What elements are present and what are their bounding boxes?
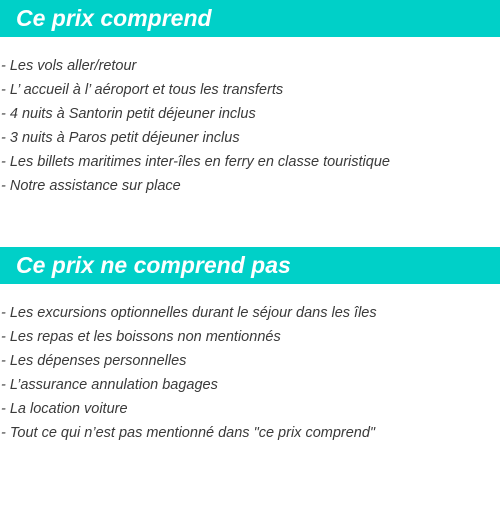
list-item: - 3 nuits à Paros petit déjeuner inclus: [1, 130, 240, 146]
list-item: - 4 nuits à Santorin petit déjeuner inclus: [1, 106, 256, 122]
includes-section-title: Ce prix comprend: [0, 0, 500, 37]
list-item: - Tout ce qui n’est pas mentionné dans "ce prix comprend": [1, 425, 376, 441]
list-item: - Les repas et les boissons non mentionnés: [1, 329, 281, 345]
list-item: - Les excursions optionnelles durant le séjour dans les îles: [1, 305, 377, 321]
list-item: - Les billets maritimes inter-îles en ferry en classe touristique: [1, 154, 390, 170]
includes-list: [0, 54, 390, 198]
excludes-section-title: Ce prix ne comprend pas: [0, 247, 500, 284]
list-item: - Les vols aller/retour: [1, 58, 137, 74]
list-item: - Notre assistance sur place: [1, 178, 181, 194]
list-item: - L’assurance annulation bagages: [1, 377, 218, 393]
list-item: - La location voiture: [1, 401, 128, 417]
list-item: - L’ accueil à l’ aéroport et tous les transferts: [1, 82, 284, 98]
list-item: - Les dépenses personnelles: [1, 353, 187, 369]
excludes-list: [0, 301, 377, 445]
